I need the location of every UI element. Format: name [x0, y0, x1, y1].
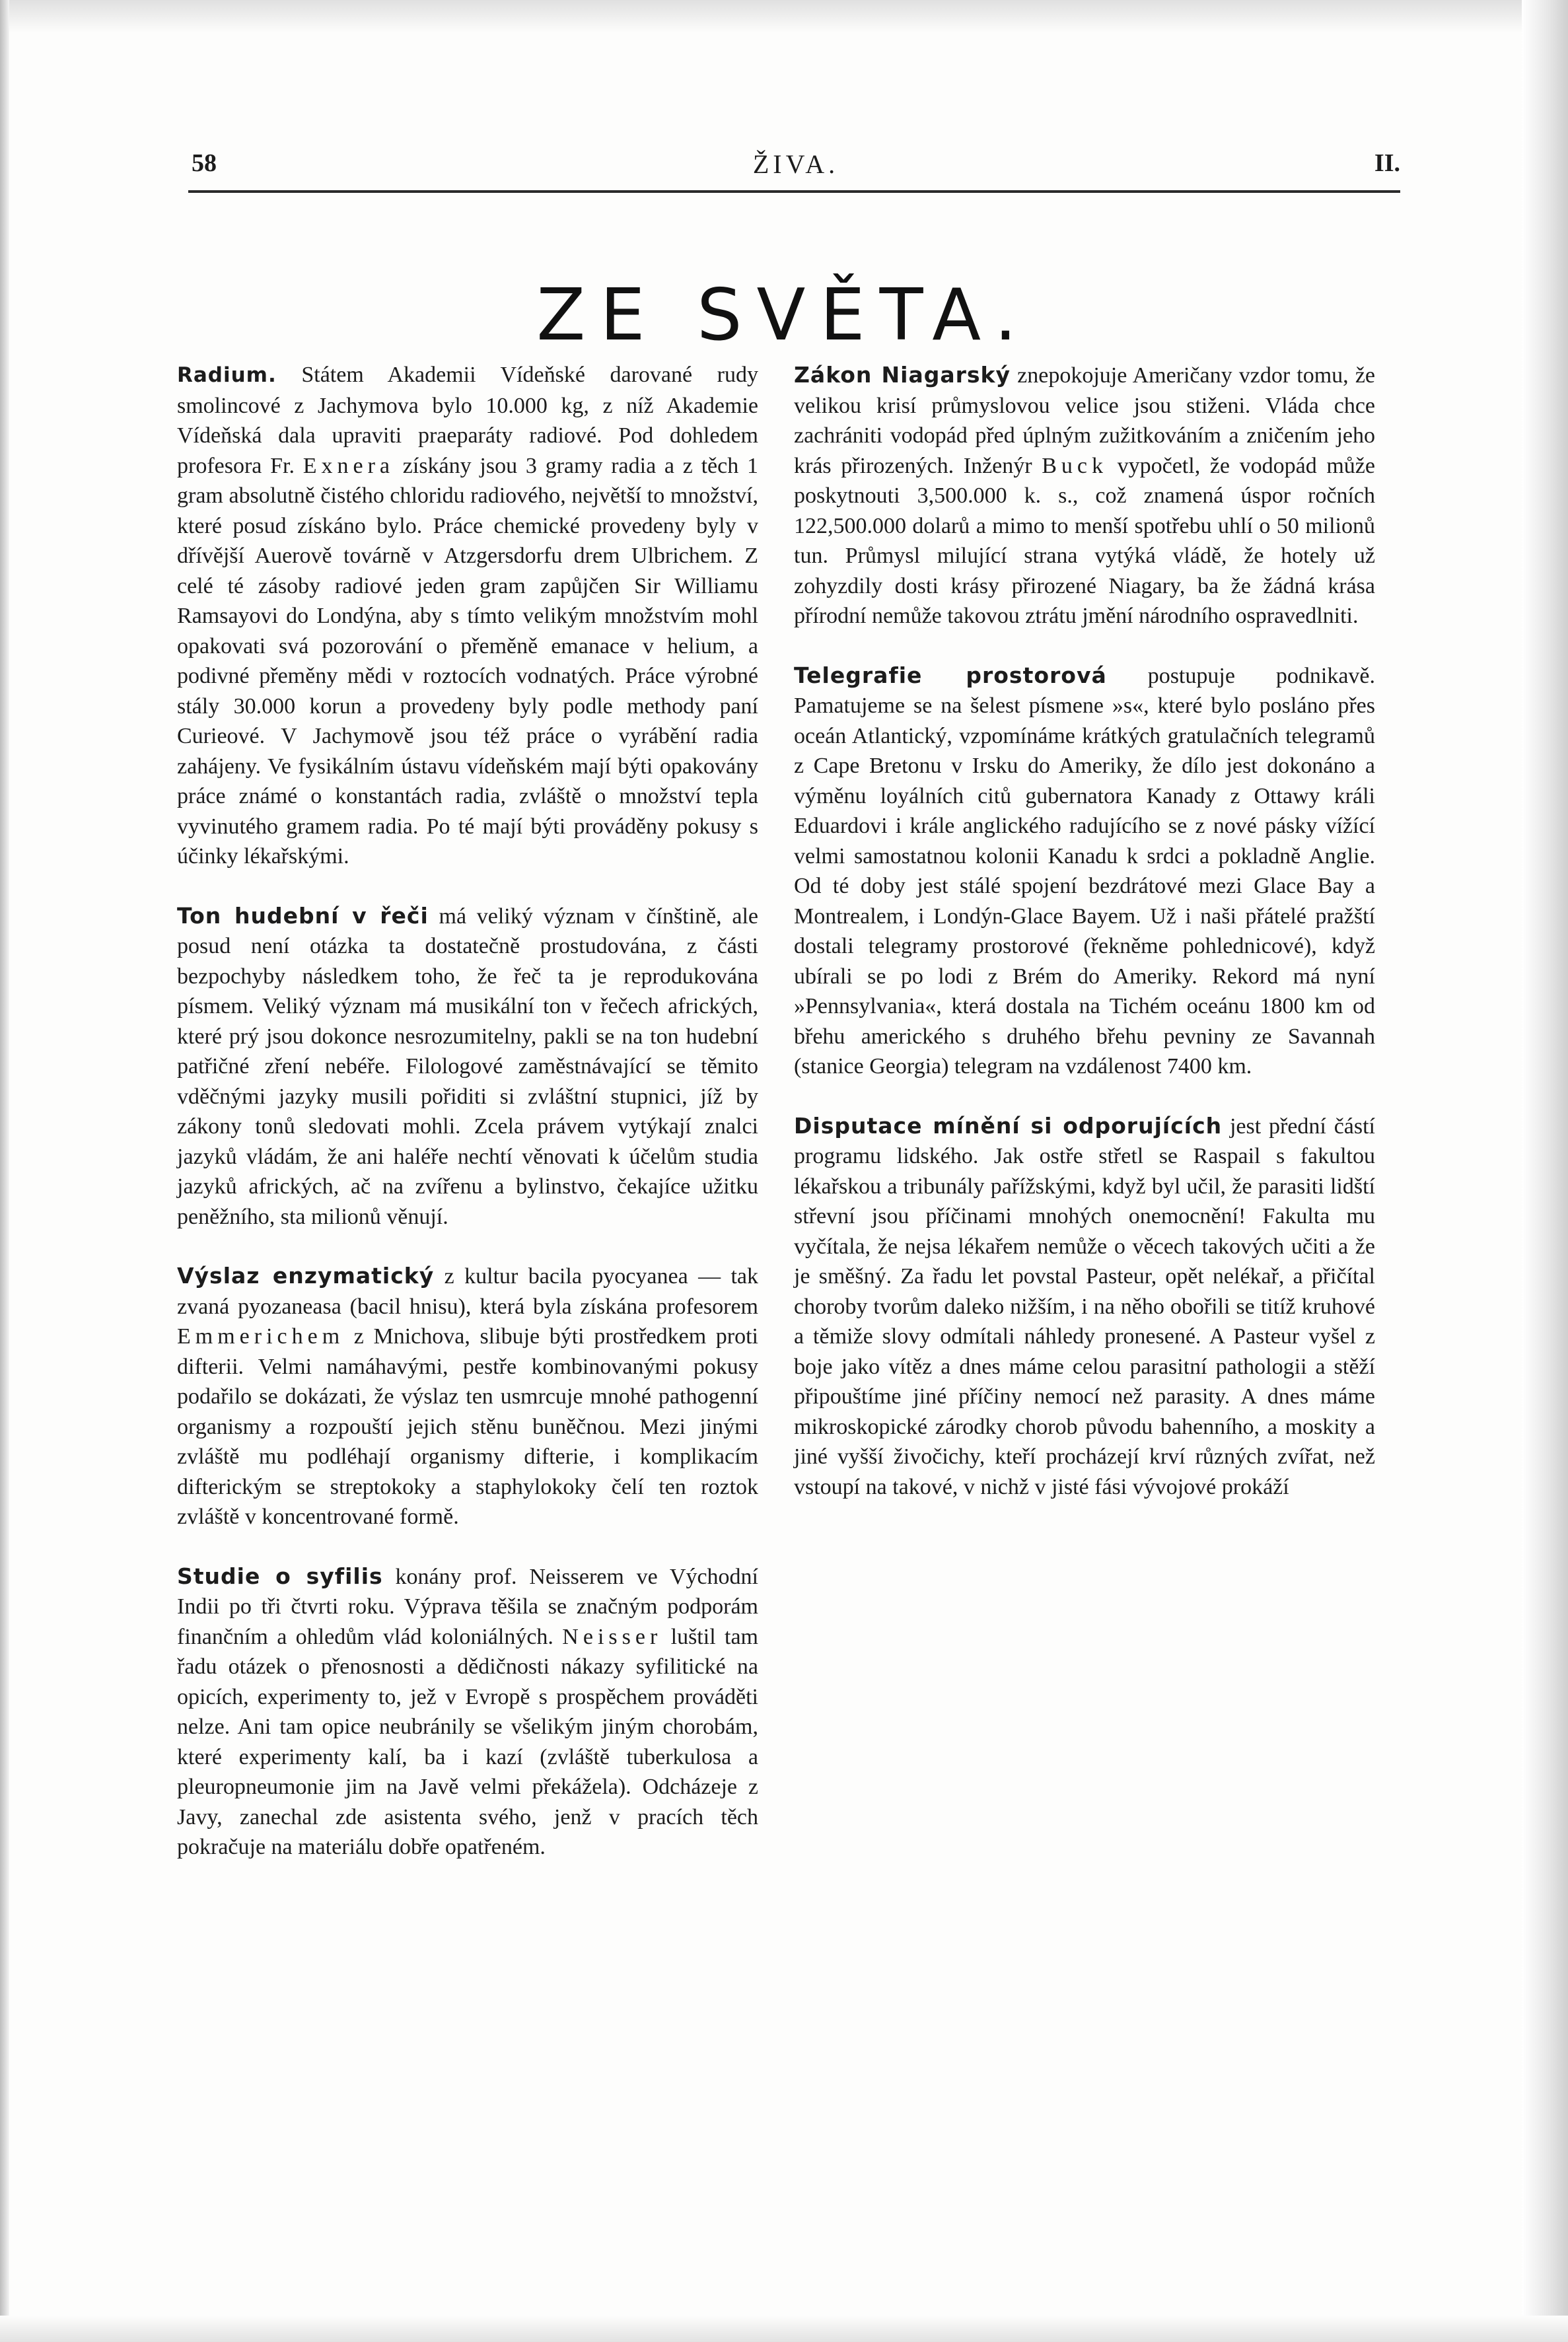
article-text: Státem Akademii Vídeňské darované rudy smolincové z Jachymova bylo 10.000 kg, z níž Akademie Vídeňská dala upraviti praeparáty radiové. Pod dohledem profesora Fr. [177, 363, 758, 478]
article-text: z Mnichova, slibuje býti prostředkem proti difterii. Velmi namáhavými, pestře kombinovanými pokusy podařilo se dokázati, že výslaz ten usmrcuje mnohé pathogenní organismy a rozpouští jejich stěnu buněčnou. Mezi jinými zvláště mu podléhají organismy difterie, i komplikacím difterickým se streptokoky a staphylokoky čelí ten roztok zvláště v koncentrované formě. [177, 1324, 758, 1529]
article-disputace [794, 1111, 1375, 1503]
right-column [794, 360, 1375, 1531]
article-text: vypočetl, že vodopád může poskytnouti 3,500.000 k. s., což znamená úspor ročních 122,500.000 dolarů a mimo to menší spotřebu uhlí o 50 milionů tun. Průmysl milující strana vytýká vládě, že hotely už zohyzdily dosti krásy přirozené Niagary, ba že žádná krása přírodní nemůže takovou ztrátu jmění národního ospravedlniti. [794, 453, 1375, 628]
journal-title: ŽIVA. [752, 149, 839, 179]
article-text: konány prof. Neisserem ve Východní Indii po tři čtvrti roku. Výprava těšila se značným podporám finančním a ohledům vlád koloniálných. [177, 1564, 758, 1649]
running-header [192, 142, 1400, 188]
article-vyslaz-enzymaticky [177, 1261, 758, 1532]
article-heading: Telegrafie prostorová [794, 662, 1107, 688]
article-heading: Disputace mínění si odporujících [794, 1112, 1223, 1139]
article-studie-o-syfilis [177, 1561, 758, 1863]
header-rule [188, 190, 1400, 193]
article-text: z kultur bacila pyocyanea — tak zvaná pyozaneasa (bacil hnisu), která byla získána profesorem [177, 1264, 759, 1319]
person-name: Neisser [562, 1624, 662, 1649]
scan-shadow-bottom [0, 2316, 1568, 2342]
article-zakon-niagarsky [794, 360, 1375, 631]
article-text: má veliký význam v čínštině, ale posud není otázka ta dostatečně prostudována, z části bezpochyby následkem toho, že řeč ta je reprodukována písmem. Veliký význam má musikální ton v řečech afrických, které prý jsou dokonce nesrozumitelny, pakli se na ton hudební patřičné zření nebéře. Filologové zaměstnávající se těmito vděčnými jazyky musili pořiditi si zvláštní stupnici, jíž by zákony tonů sledovati mohli. Zcela právem vytýkají znalci jazyků vládám, že ani haléře nechtí věnovati k účelům studia jazyků afrických, ač na zvířenu a bylinstvo, čekajíce užitku peněžního, sta milionů věnují. [177, 904, 759, 1229]
section-title: ZE SVĚTA. [536, 274, 1032, 357]
person-name: Emmerichem [177, 1324, 345, 1349]
article-heading: Studie o syfilis [177, 1563, 383, 1589]
article-text: postupuje podnikavě. Pamatujeme se na šelest písmene »s«, které bylo posláno přes oceán Atlantický, vzpomínáme krátkých gratulačních telegramů z Cape Bretonu v Irsku do Ameriky, že dílo jest dokonáno a výměnu loyálních citů gubernatora Kanady z Ottawy králi Eduardovi i krále anglického radujícího se z nové pásky vížící velmi samostatnou kolonii Kanadu k srdci a pokladně Anglie. Od té doby jest stálé spojení bezdrátové mezi Glace Bay a Montrealem, i Londýn-Glace Bayem. Už i naši přátelé pražští dostali telegramy prostorové (řekněme pohlednicové), když ubírali se po lodi z Brém do Ameriky. Rekord má nyní »Pennsylvania«, která dostala na Tichém oceánu 1800 km od břehu amerického s druhého břehu pevniny ze Savannah (stanice Georgia) telegram na vzdálenost 7400 km. [794, 663, 1375, 1079]
article-heading: Výslaz enzymatický [177, 1263, 435, 1289]
article-text: jest přední částí programu lidského. Jak ostře střetl se Raspail s fakultou lékařskou a tribunály pařížskými, když byl učil, že parasiti lidští střevní jsou příčinami mnohých onemocnění! Fakulta mu vyčítala, že nejsa lékařem nemůže o věcech takových učiti a že je směšný. Za řadu let povstal Pasteur, opět nelékař, a přičítal choroby tvorům daleko nižším, i na něho obořili se titíž kruhové a těmiže slovy odmítali náhledy pronesené. A Pasteur vyšel z boje jako vítěz a dnes máme celou parasitní pathologii a stěží připouštíme jiné příčiny nemocí než parasity. A dnes máme mikroskopické zárodky chorob původu bahenního, a moskity a jiné vyšší živočichy, kteří procházejí krví různých zvířat, než vstoupí na takové, v nichž v jisté fási vývojové prokáží [794, 1114, 1375, 1499]
article-radium [177, 360, 758, 872]
article-heading: Radium. [177, 363, 277, 387]
volume-number: II. [1374, 149, 1400, 177]
article-heading: Zákon Niagarský [794, 362, 1011, 388]
article-text: luštil tam řadu otázek o přenosnosti a dědičnosti nákazy syfilitické na opicích, experimenty to, jež v Evropě s prospěchem prováděti nelze. Ani tam opice neubránily se všelikým jiným chorobám, které experimenty kalí, ba i kazí (zvláště tuberkulosa a pleuropneumonie jim na Javě velmi překážela). Odcházeje z Javy, zanechal zde asistenta svého, jenž v pracích těch pokračuje na materiálu dobře opatřeném. [177, 1624, 758, 1859]
person-name: Buck [1042, 453, 1108, 478]
scan-shadow-top [0, 0, 1568, 33]
article-text: získány jsou 3 gramy radia a z těch 1 gram absolutně čistého chloridu radiového, největší to množství, které posud získáno bylo. Práce chemické provedeny byly v dřívější Auerově továrně v Atzgersdorfu drem Ulbrichem. Z celé té zásoby radiové jeden gram zapůjčen Sir Williamu Ramsayovi do Londýna, aby s tímto velikým množstvím mohl opakovati svá pozorování o přeměně emanace v helium, a podivné přeměny mědi v roztocích vodnatých. Práce výrobné stály 30.000 korun a provedeny byly podle methody paní Curieové. V Jachymově jsou též práce o vyrábění radia zahájeny. Ve fysikálním ústavu vídeňském mají býti opakovány práce známé o konstantách radia, zvláště o množství tepla vyvinutého gramem radia. Po té mají býti prováděny pokusy s účinky lékařskými. [177, 453, 758, 869]
person-name: Exnera [303, 453, 395, 478]
article-text: znepokojuje Američany vzdor tomu, že velikou krisí průmyslovou velice jsou stiženi. Vláda chce zachrániti vodopád před úplným zužitkováním a zničením jeho krás přirozených. Inženýr [794, 363, 1375, 478]
article-ton-hudebni [177, 901, 758, 1232]
left-column [177, 360, 758, 1892]
page-number: 58 [192, 149, 217, 177]
article-heading: Ton hudební v řeči [177, 902, 429, 929]
article-telegrafie-prostorova [794, 660, 1375, 1082]
